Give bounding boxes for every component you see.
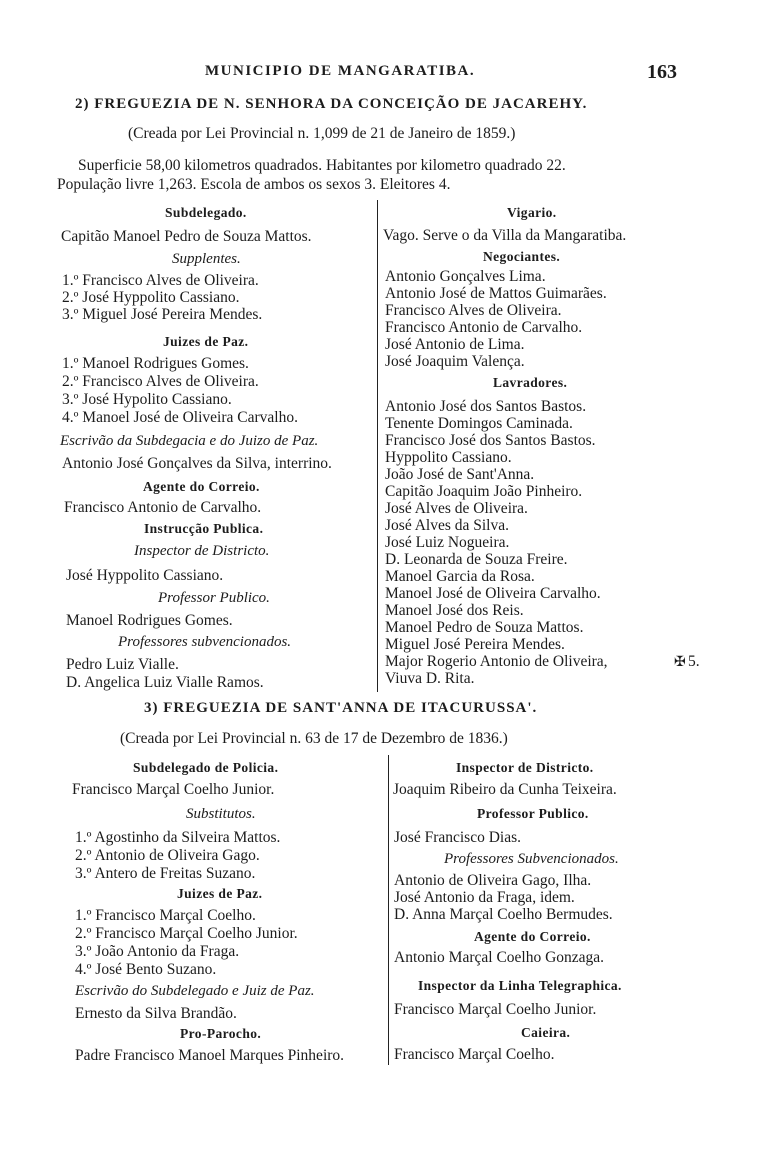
running-title: MUNICIPIO DE MANGARATIBA. — [205, 63, 476, 79]
list-item: José Antonio de Lima. — [385, 336, 525, 353]
list-item: Major Rogerio Antonio de Oliveira, — [385, 653, 608, 670]
list-item: Hyppolito Cassiano. — [385, 449, 512, 466]
heading-juizes: Juizes de Paz. — [163, 334, 249, 349]
list-item: José Alves da Silva. — [385, 517, 509, 534]
inspector: Joaquim Ribeiro da Cunha Teixeira. — [393, 781, 617, 798]
heading-substitutos: Substitutos. — [186, 806, 256, 822]
heading-escrivao: Escrivão da Subdegacia e do Juizo de Paz. — [60, 433, 319, 449]
list-item: Manoel José de Oliveira Carvalho. — [385, 585, 601, 602]
column-divider — [388, 755, 389, 1065]
section-2-stats-line-2: População livre 1,263. Escola de ambos os sexos 3. Eleitores 4. — [57, 176, 451, 193]
agente: Antonio Marçal Coelho Gonzaga. — [394, 949, 605, 966]
heading-professor: Professor Publico. — [477, 806, 589, 821]
list-item: Pedro Luiz Vialle. — [66, 656, 179, 673]
list-item: José Alves de Oliveira. — [385, 500, 528, 517]
list-item: 2.º José Hyppolito Cassiano. — [62, 289, 240, 306]
heading-inspector: Inspector de Districto. — [456, 760, 594, 775]
section-3-title: 3) FREGUEZIA DE SANT'ANNA DE ITACURUSSA'. — [144, 700, 538, 716]
list-item: Manoel José dos Reis. — [385, 602, 524, 619]
lavrador-note: 5. — [688, 653, 700, 670]
heading-agente: Agente do Correio. — [474, 929, 591, 944]
list-item: 4.º Manoel José de Oliveira Carvalho. — [62, 409, 298, 426]
heading-telegraph: Inspector da Linha Telegraphica. — [418, 978, 622, 993]
list-item: 1.º Manoel Rodrigues Gomes. — [62, 355, 249, 372]
caieira: Francisco Marçal Coelho. — [394, 1046, 555, 1063]
professor: José Francisco Dias. — [394, 829, 521, 846]
list-item: 4.º José Bento Suzano. — [75, 961, 217, 978]
escrivao: Antonio José Gonçalves da Silva, interrino. — [62, 455, 332, 472]
list-item: 3.º João Antonio da Fraga. — [75, 943, 240, 960]
list-item: 2.º Francisco Marçal Coelho Junior. — [75, 925, 298, 942]
professor: Manoel Rodrigues Gomes. — [66, 612, 233, 629]
heading-supplentes: Supplentes. — [172, 251, 241, 267]
heading-lavradores: Lavradores. — [493, 375, 568, 390]
section-2-title: 2) FREGUEZIA DE N. SENHORA DA CONCEIÇÃO DE JACAREHY. — [75, 96, 588, 112]
heading-instrucao: Instrucção Publica. — [144, 521, 264, 536]
list-item: 3.º José Hypolito Cassiano. — [62, 391, 232, 408]
list-item: Francisco Alves de Oliveira. — [385, 302, 562, 319]
heading-vigario: Vigario. — [507, 205, 557, 220]
list-item: Antonio de Oliveira Gago, Ilha. — [394, 872, 592, 889]
list-item: 3.º Antero de Freitas Suzano. — [75, 865, 256, 882]
pro-parocho: Padre Francisco Manoel Marques Pinheiro. — [75, 1047, 345, 1064]
list-item: José Luiz Nogueira. — [385, 534, 510, 551]
list-item: 1.º Francisco Marçal Coelho. — [75, 907, 256, 924]
heading-professor: Professor Publico. — [158, 590, 270, 606]
list-item: Francisco Antonio de Carvalho. — [385, 319, 583, 336]
list-item: Capitão Joaquim João Pinheiro. — [385, 483, 583, 500]
subdelegado: Capitão Manoel Pedro de Souza Mattos. — [61, 228, 312, 245]
heading-subvencionados: Professores Subvencionados. — [444, 851, 619, 867]
list-item: 1.º Francisco Alves de Oliveira. — [62, 272, 259, 289]
list-item: Manoel Garcia da Rosa. — [385, 568, 535, 585]
list-item: 1.º Agostinho da Silveira Mattos. — [75, 829, 281, 846]
heading-subvencionados: Professores subvencionados. — [118, 634, 292, 650]
list-item: D. Angelica Luiz Vialle Ramos. — [66, 674, 264, 691]
list-item: Viuva D. Rita. — [385, 670, 475, 687]
heading-juizes: Juizes de Paz. — [177, 886, 263, 901]
heading-subdelegado-policia: Subdelegado de Policia. — [133, 760, 279, 775]
list-item: Tenente Domingos Caminada. — [385, 415, 573, 432]
inspector: José Hyppolito Cassiano. — [66, 567, 224, 584]
heading-caieira: Caieira. — [521, 1025, 571, 1040]
heading-pro-parocho: Pro-Parocho. — [180, 1026, 262, 1041]
heading-inspector: Inspector de Districto. — [134, 543, 270, 559]
escrivao: Ernesto da Silva Brandão. — [75, 1005, 237, 1022]
agente: Francisco Antonio de Carvalho. — [64, 499, 262, 516]
section-3-creation: (Creada por Lei Provincial n. 63 de 17 de Dezembro de 1836.) — [120, 730, 508, 747]
list-item: Manoel Pedro de Souza Mattos. — [385, 619, 584, 636]
page-number: 163 — [647, 61, 677, 83]
list-item: Antonio José de Mattos Guimarães. — [385, 285, 607, 302]
subdelegado: Francisco Marçal Coelho Junior. — [72, 781, 275, 798]
list-item: José Antonio da Fraga, idem. — [394, 889, 575, 906]
heading-agente: Agente do Correio. — [143, 479, 260, 494]
heading-subdelegado: Subdelegado. — [165, 205, 247, 220]
list-item: 2.º Antonio de Oliveira Gago. — [75, 847, 260, 864]
telegraph: Francisco Marçal Coelho Junior. — [394, 1001, 597, 1018]
section-2-stats-line-1: Superficie 58,00 kilometros quadrados. Habitantes por kilometro quadrado 22. — [78, 157, 566, 174]
list-item: 2.º Francisco Alves de Oliveira. — [62, 373, 259, 390]
section-2-creation: (Creada por Lei Provincial n. 1,099 de 21 de Janeiro de 1859.) — [128, 125, 516, 142]
list-item: Francisco José dos Santos Bastos. — [385, 432, 596, 449]
column-divider — [377, 200, 378, 692]
list-item: 3.º Miguel José Pereira Mendes. — [62, 306, 263, 323]
cross-symbol-icon: ✠ — [674, 655, 686, 670]
list-item: Miguel José Pereira Mendes. — [385, 636, 565, 653]
list-item: D. Anna Marçal Coelho Bermudes. — [394, 906, 613, 923]
list-item: João José de Sant'Anna. — [385, 466, 535, 483]
vigario: Vago. Serve o da Villa da Mangaratiba. — [383, 227, 627, 244]
heading-escrivao: Escrivão do Subdelegado e Juiz de Paz. — [75, 983, 315, 999]
heading-negociantes: Negociantes. — [483, 249, 561, 264]
list-item: José Joaquim Valença. — [385, 353, 525, 370]
list-item: Antonio José dos Santos Bastos. — [385, 398, 587, 415]
list-item: D. Leonarda de Souza Freire. — [385, 551, 568, 568]
list-item: Antonio Gonçalves Lima. — [385, 268, 546, 285]
